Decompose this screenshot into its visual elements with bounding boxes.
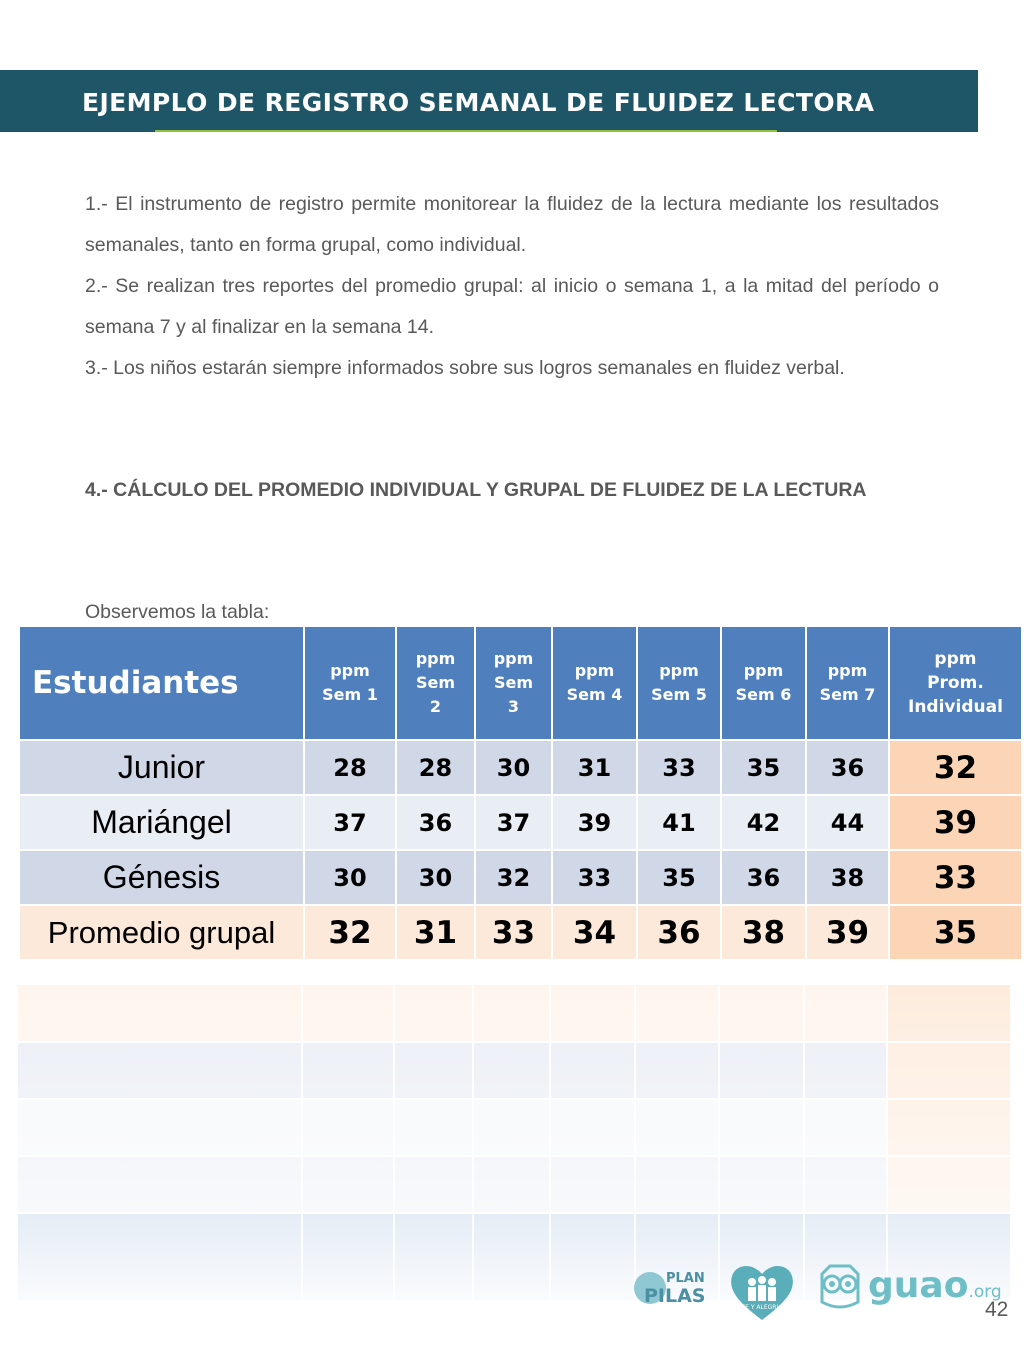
group-week-value: 31 xyxy=(396,905,475,960)
page-title: EJEMPLO DE REGISTRO SEMANAL DE FLUIDEZ LECTORA xyxy=(82,88,875,117)
header-individual-average: ppm Prom. Individual xyxy=(889,626,1022,740)
week-value: 37 xyxy=(475,795,552,850)
week-value: 38 xyxy=(806,850,889,905)
group-average-label: Promedio grupal xyxy=(19,905,304,960)
student-name: Mariángel xyxy=(19,795,304,850)
header-sem-7: ppm Sem 7 xyxy=(806,626,889,740)
week-value: 33 xyxy=(637,740,721,795)
intro-paragraphs xyxy=(85,184,939,389)
student-name: Junior xyxy=(19,740,304,795)
header-sem-6: ppm Sem 6 xyxy=(721,626,806,740)
svg-text:FE Y ALEGRIA: FE Y ALEGRIA xyxy=(741,1304,783,1311)
guao-logo: guao.org xyxy=(868,1265,1002,1306)
group-week-value: 32 xyxy=(304,905,396,960)
week-value: 30 xyxy=(304,850,396,905)
week-value: 42 xyxy=(721,795,806,850)
week-value: 28 xyxy=(304,740,396,795)
week-value: 30 xyxy=(396,850,475,905)
fluency-table xyxy=(18,625,1023,961)
owl-logo xyxy=(816,1262,864,1312)
week-value: 35 xyxy=(637,850,721,905)
individual-average: 39 xyxy=(889,795,1022,850)
title-underline xyxy=(155,130,777,132)
svg-text:PILAS: PILAS xyxy=(644,1285,706,1307)
header-sem-4: ppm Sem 4 xyxy=(552,626,637,740)
section-heading: 4.- CÁLCULO DEL PROMEDIO INDIVIDUAL Y GRUPAL DE FLUIDEZ DE LA LECTURA xyxy=(85,479,867,501)
fe-y-alegria-heart-logo xyxy=(728,1262,796,1322)
group-week-value: 34 xyxy=(552,905,637,960)
group-week-value: 36 xyxy=(637,905,721,960)
table-reflection xyxy=(18,985,1012,1300)
header-sem-1: ppm Sem 1 xyxy=(304,626,396,740)
header-students: Estudiantes xyxy=(19,626,304,740)
week-value: 36 xyxy=(806,740,889,795)
week-value: 36 xyxy=(721,850,806,905)
week-value: 32 xyxy=(475,850,552,905)
group-week-value: 38 xyxy=(721,905,806,960)
table-header-row xyxy=(19,626,1022,740)
group-week-value: 33 xyxy=(475,905,552,960)
paragraph-1: 1.- El instrumento de registro permite monitorear la fluidez de la lectura mediante los resultados semanales, tanto en forma grupal, como individual. xyxy=(85,193,939,256)
week-value: 36 xyxy=(396,795,475,850)
paragraph-3: 3.- Los niños estarán siempre informados sobre sus logros semanales en fluidez verbal. xyxy=(85,357,845,379)
group-average-row xyxy=(19,905,1022,960)
week-value: 39 xyxy=(552,795,637,850)
week-value: 35 xyxy=(721,740,806,795)
week-value: 44 xyxy=(806,795,889,850)
svg-text:PLAN: PLAN xyxy=(666,1271,705,1286)
student-name: Génesis xyxy=(19,850,304,905)
week-value: 30 xyxy=(475,740,552,795)
group-overall-average: 35 xyxy=(889,905,1022,960)
week-value: 31 xyxy=(552,740,637,795)
group-week-value: 39 xyxy=(806,905,889,960)
individual-average: 32 xyxy=(889,740,1022,795)
table-row xyxy=(19,740,1022,795)
header-sem-2: ppm Sem 2 xyxy=(396,626,475,740)
table-row xyxy=(19,850,1022,905)
header-sem-5: ppm Sem 5 xyxy=(637,626,721,740)
individual-average: 33 xyxy=(889,850,1022,905)
observe-label: Observemos la tabla: xyxy=(85,601,270,623)
page-number: 42 xyxy=(985,1298,1009,1321)
week-value: 33 xyxy=(552,850,637,905)
paragraph-2: 2.- Se realizan tres reportes del promedio grupal: al inicio o semana 1, a la mitad del período o semana 7 y al finalizar en la semana 14. xyxy=(85,275,939,338)
week-value: 37 xyxy=(304,795,396,850)
header-sem-3: ppm Sem 3 xyxy=(475,626,552,740)
week-value: 28 xyxy=(396,740,475,795)
week-value: 41 xyxy=(637,795,721,850)
table-row xyxy=(19,795,1022,850)
plan-pilas-logo xyxy=(630,1258,715,1318)
